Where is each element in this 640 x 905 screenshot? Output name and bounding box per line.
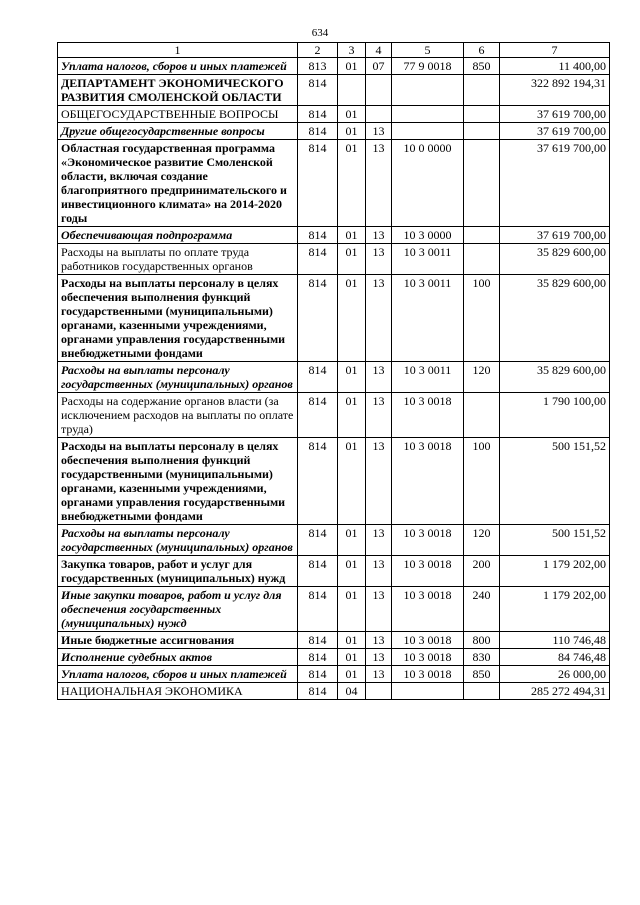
admin-code-cell: 814: [298, 632, 338, 649]
admin-code-cell: 814: [298, 227, 338, 244]
item-name-cell: Иные закупки товаров, работ и услуг для обеспечения государственных (муниципальных) нужд: [58, 587, 298, 632]
subsection-code-cell: 13: [366, 227, 392, 244]
admin-code-cell: 814: [298, 393, 338, 438]
amount-cell: 322 892 194,31: [500, 75, 610, 106]
section-code-cell: 01: [338, 123, 366, 140]
expense-type-cell: [464, 106, 500, 123]
subsection-code-cell: 13: [366, 362, 392, 393]
admin-code-cell: 814: [298, 123, 338, 140]
amount-cell: 1 179 202,00: [500, 556, 610, 587]
admin-code-cell: 814: [298, 649, 338, 666]
amount-cell: 37 619 700,00: [500, 140, 610, 227]
amount-cell: 11 400,00: [500, 58, 610, 75]
table-row: [58, 140, 610, 227]
amount-cell: 35 829 600,00: [500, 244, 610, 275]
section-code-cell: 04: [338, 683, 366, 700]
item-name-cell: Закупка товаров, работ и услуг для государственных (муниципальных) нужд: [58, 556, 298, 587]
subsection-code-cell: [366, 75, 392, 106]
expense-type-cell: [464, 683, 500, 700]
target-article-cell: 10 3 0011: [392, 244, 464, 275]
table-row: [58, 362, 610, 393]
section-code-cell: 01: [338, 275, 366, 362]
subsection-code-cell: 13: [366, 393, 392, 438]
subsection-code-cell: [366, 106, 392, 123]
section-code-cell: 01: [338, 632, 366, 649]
expense-type-cell: 850: [464, 666, 500, 683]
amount-cell: 500 151,52: [500, 438, 610, 525]
item-name-cell: Другие общегосударственные вопросы: [58, 123, 298, 140]
page-number: 634: [311, 27, 329, 39]
table-row: [58, 275, 610, 362]
table-row: [58, 75, 610, 106]
subsection-code-cell: 13: [366, 556, 392, 587]
amount-cell: 285 272 494,31: [500, 683, 610, 700]
target-article-cell: 10 3 0018: [392, 525, 464, 556]
section-code-cell: 01: [338, 140, 366, 227]
target-article-cell: 10 3 0018: [392, 666, 464, 683]
amount-cell: 1 179 202,00: [500, 587, 610, 632]
column-number: 1: [58, 43, 298, 58]
item-name-cell: Исполнение судебных актов: [58, 649, 298, 666]
target-article-cell: [392, 123, 464, 140]
target-article-cell: 10 0 0000: [392, 140, 464, 227]
section-code-cell: 01: [338, 58, 366, 75]
subsection-code-cell: 13: [366, 587, 392, 632]
expense-type-cell: [464, 393, 500, 438]
item-name-cell: НАЦИОНАЛЬНАЯ ЭКОНОМИКА: [58, 683, 298, 700]
expense-type-cell: 100: [464, 275, 500, 362]
admin-code-cell: 814: [298, 362, 338, 393]
admin-code-cell: 814: [298, 587, 338, 632]
item-name-cell: Расходы на выплаты персоналу в целях обеспечения выполнения функций государственными (муниципальными) органами, казенными учреждениями, органами управления государственными внебюджетными фондами: [58, 438, 298, 525]
column-number-row: [58, 43, 610, 58]
subsection-code-cell: 13: [366, 123, 392, 140]
budget-table: [57, 42, 610, 700]
column-number: 6: [464, 43, 500, 58]
item-name-cell: Иные бюджетные ассигнования: [58, 632, 298, 649]
amount-cell: 26 000,00: [500, 666, 610, 683]
target-article-cell: 10 3 0018: [392, 649, 464, 666]
section-code-cell: 01: [338, 362, 366, 393]
budget-rows: [58, 58, 610, 700]
expense-type-cell: 200: [464, 556, 500, 587]
table-row: [58, 393, 610, 438]
admin-code-cell: 814: [298, 106, 338, 123]
expense-type-cell: [464, 75, 500, 106]
section-code-cell: 01: [338, 666, 366, 683]
amount-cell: 35 829 600,00: [500, 362, 610, 393]
target-article-cell: 10 3 0018: [392, 556, 464, 587]
item-name-cell: Расходы на выплаты по оплате труда работников государственных органов: [58, 244, 298, 275]
admin-code-cell: 814: [298, 275, 338, 362]
item-name-cell: Обеспечивающая подпрограмма: [58, 227, 298, 244]
expense-type-cell: 830: [464, 649, 500, 666]
table-row: [58, 666, 610, 683]
table-row: [58, 632, 610, 649]
amount-cell: 37 619 700,00: [500, 227, 610, 244]
amount-cell: 37 619 700,00: [500, 106, 610, 123]
table-row: [58, 58, 610, 75]
target-article-cell: 10 3 0018: [392, 393, 464, 438]
table-row: [58, 106, 610, 123]
expense-type-cell: [464, 244, 500, 275]
section-code-cell: 01: [338, 587, 366, 632]
subsection-code-cell: 13: [366, 666, 392, 683]
item-name-cell: ОБЩЕГОСУДАРСТВЕННЫЕ ВОПРОСЫ: [58, 106, 298, 123]
target-article-cell: 10 3 0000: [392, 227, 464, 244]
admin-code-cell: 813: [298, 58, 338, 75]
item-name-cell: Расходы на выплаты персоналу государственных (муниципальных) органов: [58, 525, 298, 556]
expense-type-cell: [464, 227, 500, 244]
admin-code-cell: 814: [298, 75, 338, 106]
table-row: [58, 587, 610, 632]
target-article-cell: 10 3 0011: [392, 275, 464, 362]
item-name-cell: Расходы на содержание органов власти (за исключением расходов на выплаты по оплате труда): [58, 393, 298, 438]
table-row: [58, 649, 610, 666]
section-code-cell: 01: [338, 438, 366, 525]
target-article-cell: 10 3 0011: [392, 362, 464, 393]
section-code-cell: 01: [338, 556, 366, 587]
target-article-cell: [392, 75, 464, 106]
admin-code-cell: 814: [298, 556, 338, 587]
item-name-cell: Уплата налогов, сборов и иных платежей: [58, 58, 298, 75]
subsection-code-cell: [366, 683, 392, 700]
admin-code-cell: 814: [298, 244, 338, 275]
amount-cell: 37 619 700,00: [500, 123, 610, 140]
amount-cell: 84 746,48: [500, 649, 610, 666]
section-code-cell: 01: [338, 393, 366, 438]
item-name-cell: Областная государственная программа «Экономическое развитие Смоленской области, включая создание благоприятного предпринимательского и инвестиционного климата» на 2014-2020 годы: [58, 140, 298, 227]
amount-cell: 1 790 100,00: [500, 393, 610, 438]
section-code-cell: 01: [338, 106, 366, 123]
subsection-code-cell: 13: [366, 140, 392, 227]
table-row: [58, 123, 610, 140]
expense-type-cell: 100: [464, 438, 500, 525]
section-code-cell: 01: [338, 227, 366, 244]
expense-type-cell: 800: [464, 632, 500, 649]
subsection-code-cell: 07: [366, 58, 392, 75]
target-article-cell: [392, 683, 464, 700]
subsection-code-cell: 13: [366, 525, 392, 556]
section-code-cell: 01: [338, 525, 366, 556]
column-number: 5: [392, 43, 464, 58]
subsection-code-cell: 13: [366, 632, 392, 649]
table-row: [58, 556, 610, 587]
subsection-code-cell: 13: [366, 275, 392, 362]
table-row: [58, 683, 610, 700]
table-row: [58, 525, 610, 556]
column-number: 2: [298, 43, 338, 58]
section-code-cell: [338, 75, 366, 106]
item-name-cell: Расходы на выплаты персоналу государственных (муниципальных) органов: [58, 362, 298, 393]
admin-code-cell: 814: [298, 683, 338, 700]
admin-code-cell: 814: [298, 438, 338, 525]
item-name-cell: ДЕПАРТАМЕНТ ЭКОНОМИЧЕСКОГО РАЗВИТИЯ СМОЛЕНСКОЙ ОБЛАСТИ: [58, 75, 298, 106]
target-article-cell: 10 3 0018: [392, 587, 464, 632]
amount-cell: 35 829 600,00: [500, 275, 610, 362]
table-row: [58, 227, 610, 244]
section-code-cell: 01: [338, 649, 366, 666]
subsection-code-cell: 13: [366, 244, 392, 275]
table-row: [58, 438, 610, 525]
section-code-cell: 01: [338, 244, 366, 275]
amount-cell: 110 746,48: [500, 632, 610, 649]
column-number: 3: [338, 43, 366, 58]
expense-type-cell: 120: [464, 525, 500, 556]
item-name-cell: Уплата налогов, сборов и иных платежей: [58, 666, 298, 683]
target-article-cell: 10 3 0018: [392, 438, 464, 525]
expense-type-cell: [464, 140, 500, 227]
table-row: [58, 244, 610, 275]
column-number: 7: [500, 43, 610, 58]
item-name-cell: Расходы на выплаты персоналу в целях обеспечения выполнения функций государственными (муниципальными) органами, казенными учреждениями, органами управления государственными внебюджетными фондами: [58, 275, 298, 362]
admin-code-cell: 814: [298, 525, 338, 556]
subsection-code-cell: 13: [366, 438, 392, 525]
target-article-cell: 77 9 0018: [392, 58, 464, 75]
expense-type-cell: 850: [464, 58, 500, 75]
admin-code-cell: 814: [298, 666, 338, 683]
expense-type-cell: 120: [464, 362, 500, 393]
expense-type-cell: [464, 123, 500, 140]
admin-code-cell: 814: [298, 140, 338, 227]
subsection-code-cell: 13: [366, 649, 392, 666]
target-article-cell: 10 3 0018: [392, 632, 464, 649]
column-number: 4: [366, 43, 392, 58]
expense-type-cell: 240: [464, 587, 500, 632]
amount-cell: 500 151,52: [500, 525, 610, 556]
target-article-cell: [392, 106, 464, 123]
